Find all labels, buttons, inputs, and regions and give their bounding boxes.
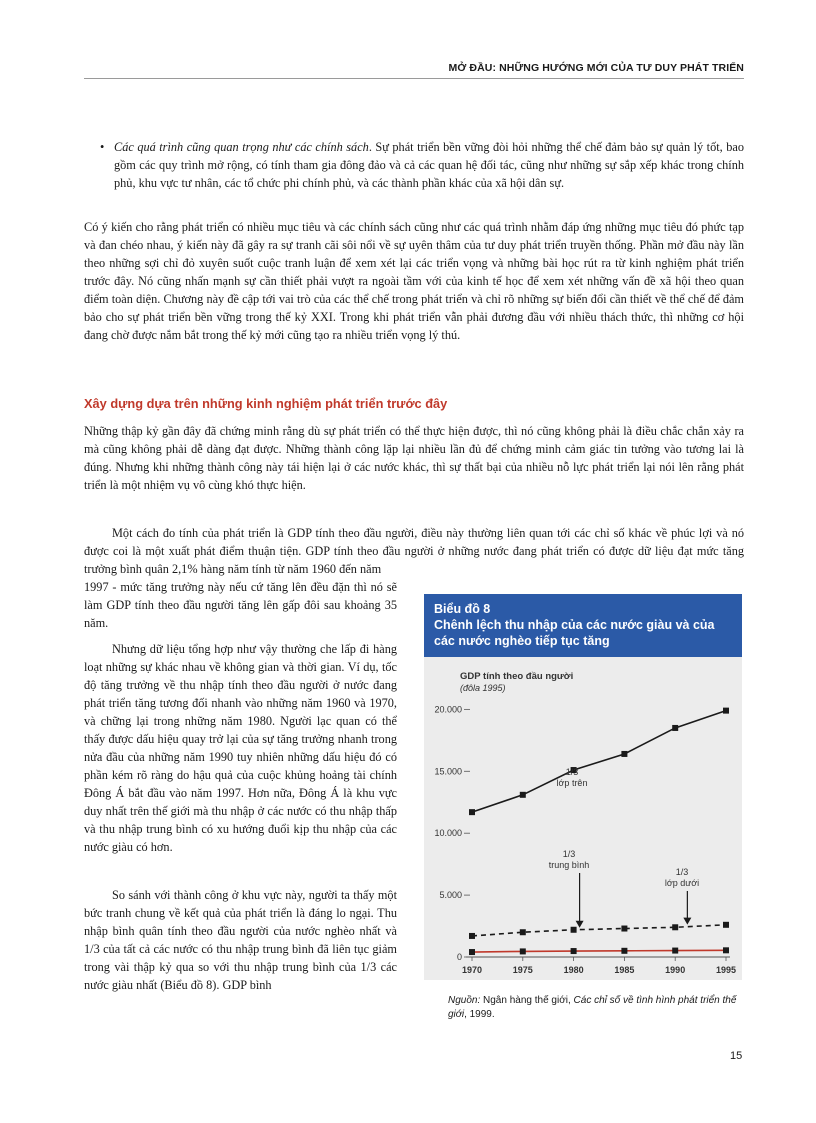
income-gap-chart [424, 657, 742, 980]
x-tick-label: 1970 [461, 965, 483, 975]
data-point-1 [672, 924, 678, 930]
bullet-rest: . Sự phát triển bền vững đòi hỏi những thể chế đảm bảo sự quản lý tốt, bao gồm các quy trình mở rộng, có tính tham gia đông đảo và cả các quan hệ đối tác, cũng như những sự sắp xếp khác trong chính phủ, khu vực tư nhân, các tổ chức phi chính phủ, và các thành phần khác của xã hội dân sự. [114, 140, 744, 190]
y-axis-title: GDP tính theo đầu người [460, 671, 574, 682]
data-point-1 [621, 926, 627, 932]
y-tick-label: 15.000 [434, 766, 462, 777]
bullet-lead: Các quá trình cũng quan trọng như các chính sách [114, 140, 369, 154]
bullet-item [100, 138, 744, 192]
chart-caption-box [424, 594, 742, 657]
data-point-0 [520, 792, 526, 798]
data-point-1 [520, 929, 526, 935]
chart-area [424, 657, 742, 980]
paragraph-gdp: Một cách đo tính của phát triển là GDP tính theo đầu người, điều này thường liên quan tới các chỉ số khác về phúc lợi và nó được coi là một xuất phát điểm thuận tiện. GDP tính theo đầu người ở những nước đang phát triển có được dữ liệu đạt mức tăng trưởng bình quân 2,1% hàng năm tính từ năm 1960 đến năm [84, 526, 744, 576]
series-label-line2: lớp dưới [664, 878, 700, 888]
y-axis-unit: (đôla 1995) [460, 683, 506, 693]
chart-number: Biểu đồ 8 [434, 602, 491, 616]
data-point-0 [672, 725, 678, 731]
x-tick-label: 1975 [512, 965, 533, 975]
running-header: MỞ ĐẦU: NHỮNG HƯỚNG MỚI CỦA TƯ DUY PHÁT TRIỂN [448, 62, 744, 74]
data-point-1 [571, 927, 577, 933]
paragraph-aggregate: Nhưng dữ liệu tổng hợp như vậy thường che lấp đi hàng loạt những sự khác nhau về không gian và thời gian. Ví dụ, tốc độ tăng trưởng về thu nhập tính theo đầu người ở nước đang phát triển tăng tương đối nhanh vào những năm 1960 và 1970, và chững lại trong những năm 1980. Người lạc quan có thể thấy được dấu hiệu quay trở lại của sự tăng trưởng nhanh trong nửa đầu của những năm 1990 tuy nhiên những dấu hiệu đó có phần kém rõ ràng do hậu quả của cuộc khủng hoảng tài chính Đông Á bắt đầu vào năm 1997. Hơn nữa, Đông Á là khu vực duy nhất trên thế giới mà thu nhập ở các nước có thu nhập thấp và thu nhập trung bình có xu hướng đuổi kịp thu nhập của các nước giàu có hơn. [84, 642, 397, 854]
series-label-line1: 1/3 [562, 849, 576, 859]
paragraph-comparison: So sánh với thành công ở khu vực này, người ta thấy một bức tranh chung về kết quả của phát triển là đáng lo ngại. Thu nhập bình quân tính theo đầu người của nước nghèo nhất và 1/3 của tất cả các nước có thu nhập trung bình đã liên tục giảm trong vài thập kỷ qua so với thu nhập trung bình của 1/3 các nước giàu nhất (Biểu đồ 8). GDP bình [84, 888, 397, 992]
paragraph-experience: Những thập kỷ gần đây đã chứng minh rằng dù sự phát triển có thể thực hiện được, thì nó cũng không phải là điều chắc chắn xảy ra mà cũng không phải dễ dàng đạt được. Những thành công lặp lại nhiều lần đủ để chứng minh cảm giác tin tưởng vào tương lai là đúng. Nhưng khi những thành công này tái hiện lại ở các nước khác, thì sự thất bại của nhiều nỗ lực phát triển lại nói lên rằng phát triển là một nhiệm vụ vô cùng khó thực hiện. [84, 424, 744, 492]
data-point-2 [723, 947, 729, 953]
data-point-2 [520, 948, 526, 954]
data-point-1 [469, 933, 475, 939]
series-label-line1: 1/3 [565, 767, 579, 777]
data-point-2 [571, 948, 577, 954]
data-point-0 [621, 751, 627, 757]
x-tick-label: 1980 [563, 965, 584, 975]
series-label-line2: trung bình [548, 860, 590, 870]
data-point-2 [469, 949, 475, 955]
chart-caption-title: Chênh lệch thu nhập của các nước giàu và của các nước nghèo tiếp tục tăng [434, 618, 715, 648]
y-tick-label: 20.000 [434, 704, 462, 715]
data-point-0 [723, 708, 729, 714]
data-point-0 [469, 809, 475, 815]
x-tick-label: 1990 [665, 965, 686, 975]
page-number: 15 [730, 1050, 743, 1062]
chart-background [424, 657, 742, 980]
data-point-2 [621, 948, 627, 954]
x-tick-label: 1985 [614, 965, 635, 975]
source-prefix: Nguồn: [448, 995, 481, 1006]
chart-source [448, 994, 748, 1022]
bullet-dot: • [100, 140, 105, 154]
data-point-1 [723, 922, 729, 928]
bullet-text [114, 138, 744, 192]
paragraph-gdp-cont: 1997 - mức tăng trưởng này nếu cứ tăng lên đều đặn thì nó sẽ làm GDP tính theo đầu người tăng lên gấp đôi sau khoảng 35 năm. [84, 580, 397, 630]
source-org: Ngân hàng thế giới, [480, 995, 574, 1006]
source-title: Các chỉ số về tình hình phát triển thế giới [448, 995, 737, 1020]
series-label-line1: 1/3 [675, 867, 689, 877]
source-year: , 1999. [464, 1009, 495, 1020]
data-point-2 [672, 948, 678, 954]
y-tick-label: 5.000 [439, 890, 462, 901]
header-rule [84, 78, 744, 79]
y-tick-label: 0 [456, 952, 462, 962]
x-tick-label: 1995 [715, 965, 737, 975]
series-label-line2: lớp trên [556, 778, 588, 788]
section-heading: Xây dựng dựa trên những kinh nghiệm phát triển trước đây [84, 396, 448, 411]
paragraph-intro: Có ý kiến cho rằng phát triển có nhiều mục tiêu và các chính sách cũng như các quá trình nhằm đáp ứng những mục tiêu đó phức tạp và đan chéo nhau, ý kiến này đã gây ra sự tranh cãi sôi nổi về sự uyên thâm của tư duy phát triển truyền thống. Phần mở đầu này lần theo những sợi chỉ đỏ xuyên suốt cuộc tranh luận để xem xét lại các triển vọng và những bài học rút ra từ kinh nghiệm phát triển trước đây. Nó cũng nhấn mạnh sự cần thiết phải vượt ra ngoài tầm với của kinh tế học để xem xét những vấn đề xã hội theo quan điểm toàn diện. Chương này đề cập tới vai trò của các thể chế trong phát triển và chỉ rõ những sự biến đổi cần thiết về thể chế để đảm bảo cho sự phát triển bền vững trong thế kỷ XXI. Trong khi phát triển vẫn phải đương đầu với nhiều thách thức, thì những cơ hội đang chờ được nắm bắt trong thế kỷ mới cũng tạo ra nhiều triển vọng lý thú. [84, 220, 744, 342]
y-tick-label: 10.000 [434, 828, 462, 839]
